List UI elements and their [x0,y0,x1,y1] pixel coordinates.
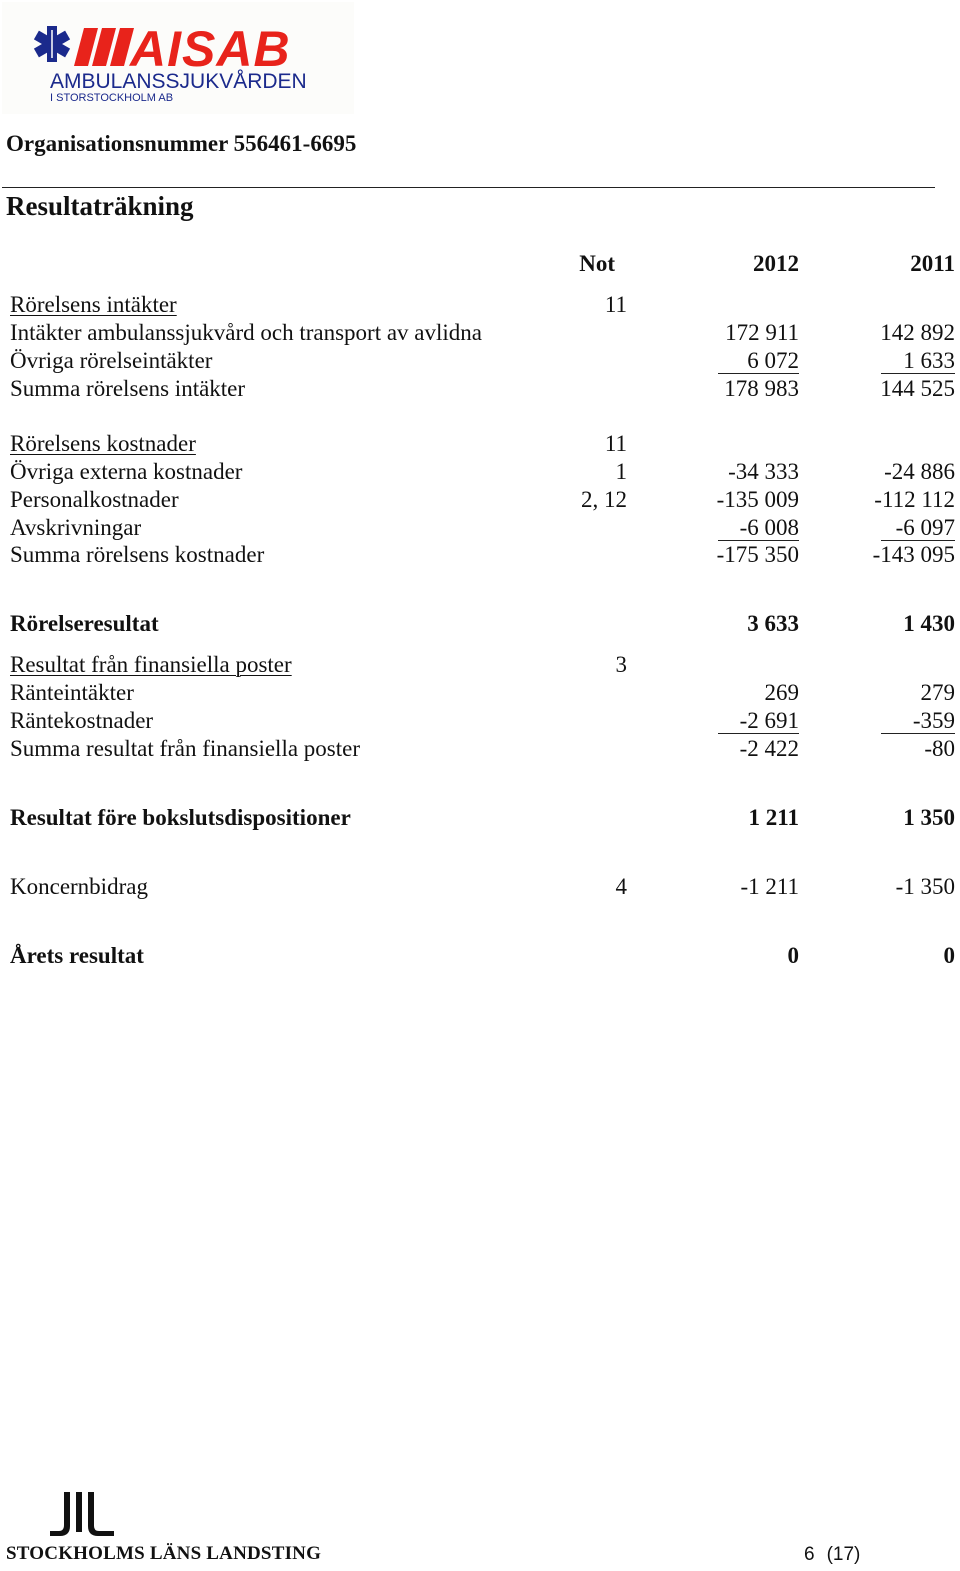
row-value-2011: 144 525 [880,376,955,401]
statement-row [0,291,960,319]
statement-row [0,541,960,569]
logo-subtitle-2: I STORSTOCKHOLM AB [50,92,174,104]
column-header-2011: 2011 [910,251,955,276]
row-value-2011: -359 [881,708,955,734]
row-value-2011: -112 112 [874,487,955,512]
row-value-2012: 6 072 [718,348,799,374]
row-value-2011: 1 350 [903,805,955,830]
row-value-2011: 1 430 [903,611,955,636]
row-value-2011: 1 633 [881,348,955,374]
footer-organization: STOCKHOLMS LÄNS LANDSTING [6,1543,322,1564]
row-value-2012: -135 009 [716,487,799,512]
logo-wordmark: AISAB [130,21,291,77]
row-value-2012: 1 211 [748,805,799,830]
sll-logo-icon [50,1490,116,1545]
statement-row [0,375,960,403]
row-label: Intäkter ambulanssjukvård och transport av avlidna [10,320,482,345]
row-label: Rörelseresultat [10,611,159,636]
row-label: Övriga rörelseintäkter [10,348,213,373]
statement-row-total [0,942,960,970]
row-label: Resultat före bokslutsdispositioner [10,805,351,830]
row-value-2011: -80 [924,736,955,761]
row-value-2012: -6 008 [718,515,799,541]
row-value-2012: 172 911 [725,320,799,345]
row-value-2012: -175 350 [716,542,799,567]
row-note: 11 [604,431,627,456]
row-label: Koncernbidrag [10,874,148,899]
statement-row [0,651,960,679]
row-label: Resultat från finansiella poster [10,652,292,677]
statement-row [0,514,960,542]
page-current: 6 [804,1544,815,1565]
statement-row-total [0,610,960,638]
row-label: Summa rörelsens intäkter [10,376,246,401]
statement-row [0,679,960,707]
row-value-2012: 3 633 [747,611,799,636]
row-value-2011: -143 095 [872,542,955,567]
statement-row [0,735,960,763]
row-note: 2, 12 [581,487,627,512]
page-total: (17) [826,1544,861,1565]
header-divider [2,187,935,188]
column-header-2012: 2012 [753,251,799,276]
row-value-2011: 0 [943,943,955,968]
row-value-2011: -1 350 [895,874,955,899]
row-label: Rörelsens kostnader [10,431,196,456]
aisab-logo-graphic [2,2,354,114]
row-label: Årets resultat [10,943,144,968]
statement-row [0,319,960,347]
page-title: Resultaträkning [6,191,194,221]
column-headers [0,250,960,278]
row-label: Summa resultat från finansiella poster [10,736,361,761]
row-value-2012: 178 983 [724,376,799,401]
row-label: Avskrivningar [10,515,142,540]
statement-row [0,430,960,458]
org-number: Organisationsnummer 556461-6695 [6,131,357,156]
row-value-2011: -24 886 [884,459,955,484]
column-header-note: Not [579,251,615,276]
star-of-life-icon [34,26,70,62]
row-note: 4 [615,874,627,899]
statement-row-total [0,804,960,832]
row-value-2012: 269 [764,680,799,705]
row-value-2012: -2 691 [718,708,799,734]
row-note: 1 [615,459,627,484]
company-logo [2,2,354,114]
statement-row [0,458,960,486]
statement-row [0,707,960,735]
row-label: Ränteintäkter [10,680,134,705]
statement-row [0,347,960,375]
row-label: Övriga externa kostnader [10,459,243,484]
row-label: Rörelsens intäkter [10,292,177,317]
row-label: Personalkostnader [10,487,179,512]
statement-row [0,873,960,901]
row-value-2012: -34 333 [728,459,799,484]
row-value-2012: 0 [787,943,799,968]
row-label: Summa rörelsens kostnader [10,542,265,567]
row-label: Räntekostnader [10,708,154,733]
row-note: 3 [615,652,627,677]
row-value-2012: -2 422 [739,736,799,761]
row-value-2011: -6 097 [881,515,955,541]
row-value-2011: 279 [920,680,955,705]
row-value-2011: 142 892 [880,320,955,345]
logo-subtitle: AMBULANSSJUKVÅRDEN [50,70,307,93]
statement-row [0,486,960,514]
page-number [804,1544,860,1566]
row-value-2012: -1 211 [740,874,799,899]
row-note: 11 [604,292,627,317]
